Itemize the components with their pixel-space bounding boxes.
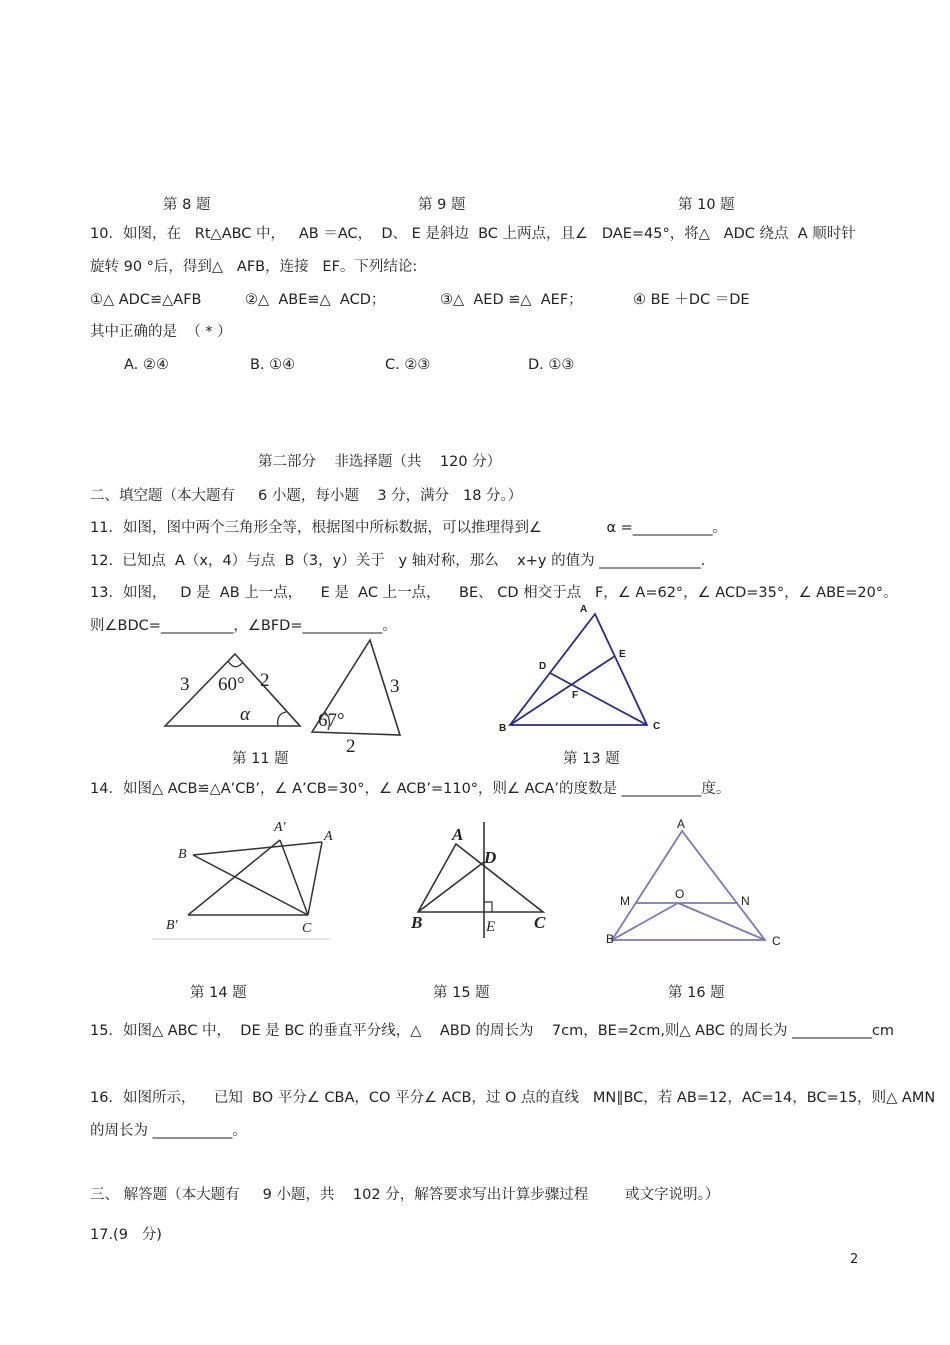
fig16-label-o: O — [675, 887, 685, 901]
q10-option-3: ③△ AED ≌△ AEF； — [440, 292, 583, 308]
part2-title: 第二部分 非选择题（共 120 分） — [258, 454, 502, 470]
q10-line1: 10．如图，在 Rt△ABC 中， AB ＝AC， D、 E 是斜边 BC 上两点，且∠ DAE=45°，将△ ADC 绕点 A 顺时针 — [90, 226, 856, 242]
fig15-label-d: D — [484, 848, 497, 867]
fig11-angle-top: 60° — [218, 674, 245, 695]
q10-option-2: ②△ ABE≌△ ACD； — [245, 292, 386, 308]
q16-line2: 的周长为 ___________。 — [90, 1123, 247, 1139]
fig14-segment-ac — [308, 842, 322, 915]
caption-fig14: 第 14 题 — [190, 985, 247, 1001]
q16-line1: 16．如图所示， 已知 BO 平分∠ CBA，CO 平分∠ ACB，过 O 点的直线 MN∥BC，若 AB=12，AC=14，BC=15，则△ AMN — [90, 1090, 936, 1106]
fig15-right-angle-mark — [484, 902, 492, 912]
fig16-label-a: A — [677, 817, 686, 831]
fig11-angle-67: 67° — [318, 710, 345, 731]
figure-14 — [150, 815, 340, 945]
figure-16 — [600, 815, 790, 955]
fig13-segment-be — [510, 656, 615, 725]
q10-line2: 旋转 90 °后，得到△ AFB，连接 EF。下列结论: — [90, 259, 418, 275]
fig14-segment-a2c — [280, 840, 308, 915]
caption-fig13: 第 13 题 — [563, 751, 620, 767]
caption-fig10: 第 10 题 — [678, 197, 735, 213]
fig11-angle-arc-right — [278, 712, 286, 726]
fig15-triangle-abc — [418, 844, 543, 912]
caption-fig16: 第 16 题 — [668, 985, 725, 1001]
q10-choice-d: D. ①③ — [528, 357, 575, 373]
section3-heading: 三、 解答题（本大题有 9 小题，共 102 分，解答要求写出计算步骤过程 或文字说明。） — [90, 1187, 720, 1203]
fig13-label-e: E — [619, 649, 626, 660]
q11-text: 11．如图，图中两个三角形全等，根据图中所标数据，可以推理得到∠ α =___________。 — [90, 520, 728, 536]
fig14-label-b: B — [178, 847, 187, 862]
fig14-label-b-prime: B' — [166, 918, 178, 933]
fig16-label-c: C — [772, 934, 781, 948]
fig15-label-a: A — [452, 825, 464, 844]
fig13-triangle-abc — [510, 614, 647, 725]
fig11-angle-arc-top — [228, 661, 243, 667]
fig13-label-b: B — [499, 723, 507, 734]
q15-text: 15．如图△ ABC 中， DE 是 BC 的垂直平分线，△ ABD 的周长为 7cm，BE=2cm,则△ ABC 的周长为 ___________cm — [90, 1023, 894, 1039]
fig16-label-b: B — [606, 932, 615, 946]
caption-fig9: 第 9 题 — [418, 197, 466, 213]
fig14-label-a: A — [324, 829, 333, 844]
caption-fig8: 第 8 题 — [163, 197, 211, 213]
caption-fig15: 第 15 题 — [433, 985, 490, 1001]
section2-heading: 二、填空题（本大题有 6 小题，每小题 3 分，满分 18 分。） — [90, 488, 523, 504]
q10-option-1: ①△ ADC≌△AFB — [90, 292, 202, 308]
fig14-label-a-prime: A' — [274, 820, 286, 835]
fig15-label-c: C — [534, 913, 546, 932]
fig11-angle-alpha: α — [240, 704, 250, 725]
q13-line1: 13．如图， D 是 AB 上一点， E 是 AC 上一点， BE、 CD 相交于点 F，∠ A=62°，∠ ACD=35°，∠ ABE=20°。 — [90, 585, 898, 601]
q13-line2: 则∠BDC=__________，∠BFD=___________。 — [90, 618, 397, 634]
q12-text: 12. 已知点 A（x，4）与点 B（3，y）关于 y 轴对称，那么 x+y 的值为 ______________. — [90, 553, 706, 569]
fig13-label-d: D — [539, 661, 547, 672]
fig14-label-c: C — [302, 921, 312, 936]
fig15-label-b: B — [411, 913, 423, 932]
fig13-label-a: A — [580, 604, 588, 615]
fig11-side-right-2: 3 — [390, 676, 400, 697]
q14-text: 14．如图△ ACB≌△A’CB’，∠ A’CB=30°，∠ ACB’=110°，则∠ ACA’的度数是 ___________度。 — [90, 781, 731, 797]
fig11-side-bottom-2: 2 — [346, 736, 356, 757]
q10-question: 其中正确的是 （ * ） — [90, 324, 232, 340]
q10-choice-a: A. ②④ — [124, 357, 169, 373]
fig14-segment-ba — [193, 842, 322, 855]
figure-13 — [495, 600, 670, 740]
q10-choice-b: B. ①④ — [250, 357, 296, 373]
fig13-segment-cd — [550, 673, 647, 725]
q17-text: 17.(9 分) — [90, 1227, 162, 1243]
fig16-label-m: M — [620, 894, 630, 908]
fig15-label-e: E — [486, 919, 496, 935]
fig13-label-f: F — [572, 690, 579, 701]
q10-option-4: ④ BE ＋DC ＝DE — [633, 292, 750, 308]
fig13-label-c: C — [653, 721, 661, 732]
q10-choice-c: C. ②③ — [385, 357, 431, 373]
figure-15 — [408, 820, 558, 940]
fig15-segment-bd — [418, 862, 484, 912]
fig11-side-left: 3 — [180, 674, 190, 695]
fig16-triangle-abc — [612, 831, 765, 940]
fig11-side-right: 2 — [260, 670, 270, 691]
fig16-segment-bo — [612, 903, 678, 940]
page-number: 2 — [850, 1252, 859, 1267]
caption-fig11: 第 11 题 — [232, 751, 289, 767]
figure-11 — [160, 640, 420, 760]
fig16-label-n: N — [741, 894, 750, 908]
